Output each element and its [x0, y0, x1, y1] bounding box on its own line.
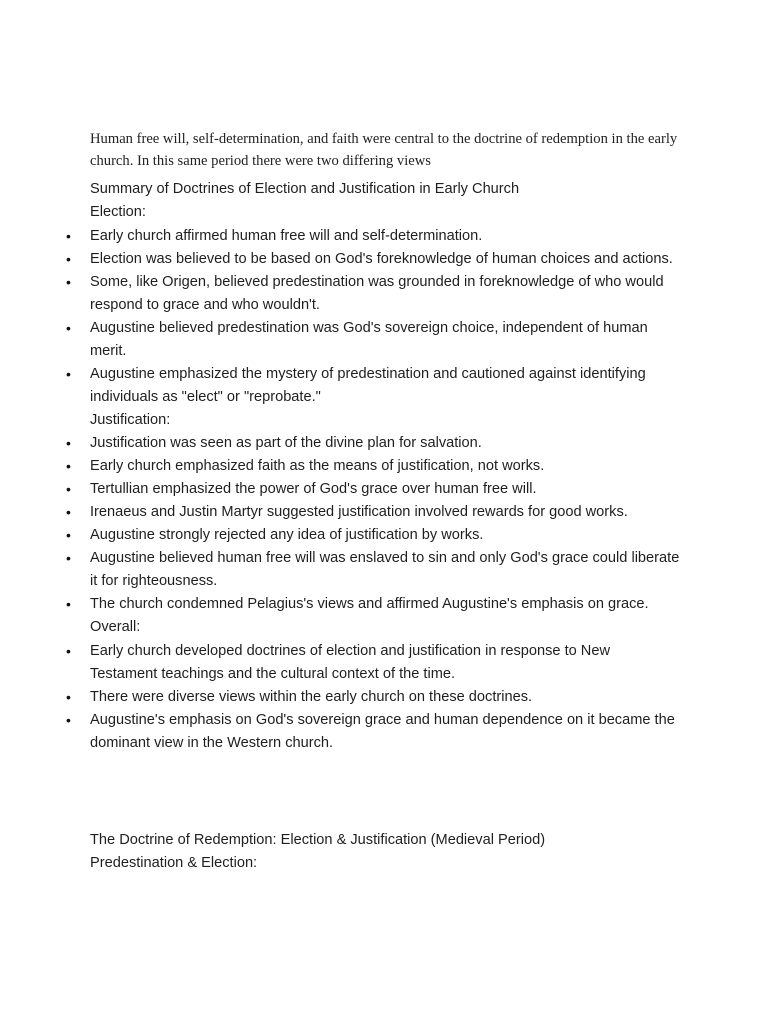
medieval-section-title: The Doctrine of Redemption: Election & Justification (Medieval Period) — [90, 831, 546, 848]
list-item: • Tertullian emphasized the power of God's grace over human free will. — [90, 478, 680, 501]
election-heading: Election: — [90, 204, 146, 220]
intro-paragraph: Human free will, self-determination, and faith were central to the doctrine of redemption in the early church. In this same period there were two differing views — [90, 131, 678, 169]
summary-content — [90, 178, 680, 875]
list-item: • Augustine's emphasis on God's sovereign grace and human dependence on it became the dominant view in the Western church. — [90, 709, 680, 755]
list-item: • Justification was seen as part of the divine plan for salvation. — [90, 432, 680, 455]
overall-heading: Overall: — [90, 619, 141, 635]
medieval-subheading: Predestination & Election: — [90, 854, 258, 871]
list-item: • Augustine strongly rejected any idea of justification by works. — [90, 524, 680, 547]
list-item: • Early church affirmed human free will and self-determination. — [90, 225, 680, 248]
list-item: • Early church emphasized faith as the means of justification, not works. — [90, 455, 680, 478]
overall-list — [90, 640, 680, 755]
list-item: • Election was believed to be based on God's foreknowledge of human choices and actions. — [90, 248, 680, 271]
justification-list — [90, 432, 680, 616]
summary-title: Summary of Doctrines of Election and Justification in Early Church — [90, 181, 520, 197]
list-item: • Augustine believed predestination was God's sovereign choice, independent of human merit. — [90, 317, 680, 363]
list-item: • Augustine emphasized the mystery of predestination and cautioned against identifying individuals as "elect" or "reprobate." — [90, 363, 680, 409]
justification-heading: Justification: — [90, 411, 171, 428]
list-item: • Irenaeus and Justin Martyr suggested justification involved rewards for good works. — [90, 501, 680, 524]
section-spacer — [90, 755, 680, 829]
list-item: • The church condemned Pelagius's views and affirmed Augustine's emphasis on grace. — [90, 593, 680, 616]
list-item: • Augustine believed human free will was enslaved to sin and only God's grace could liberate it for righteousness. — [90, 547, 680, 593]
list-item: • Early church developed doctrines of election and justification in response to New Testament teachings and the cultural context of the time. — [90, 640, 680, 686]
list-item: • There were diverse views within the early church on these doctrines. — [90, 686, 680, 709]
election-list — [90, 225, 680, 409]
list-item: • Some, like Origen, believed predestination was grounded in foreknowledge of who would respond to grace and who wouldn't. — [90, 271, 680, 317]
